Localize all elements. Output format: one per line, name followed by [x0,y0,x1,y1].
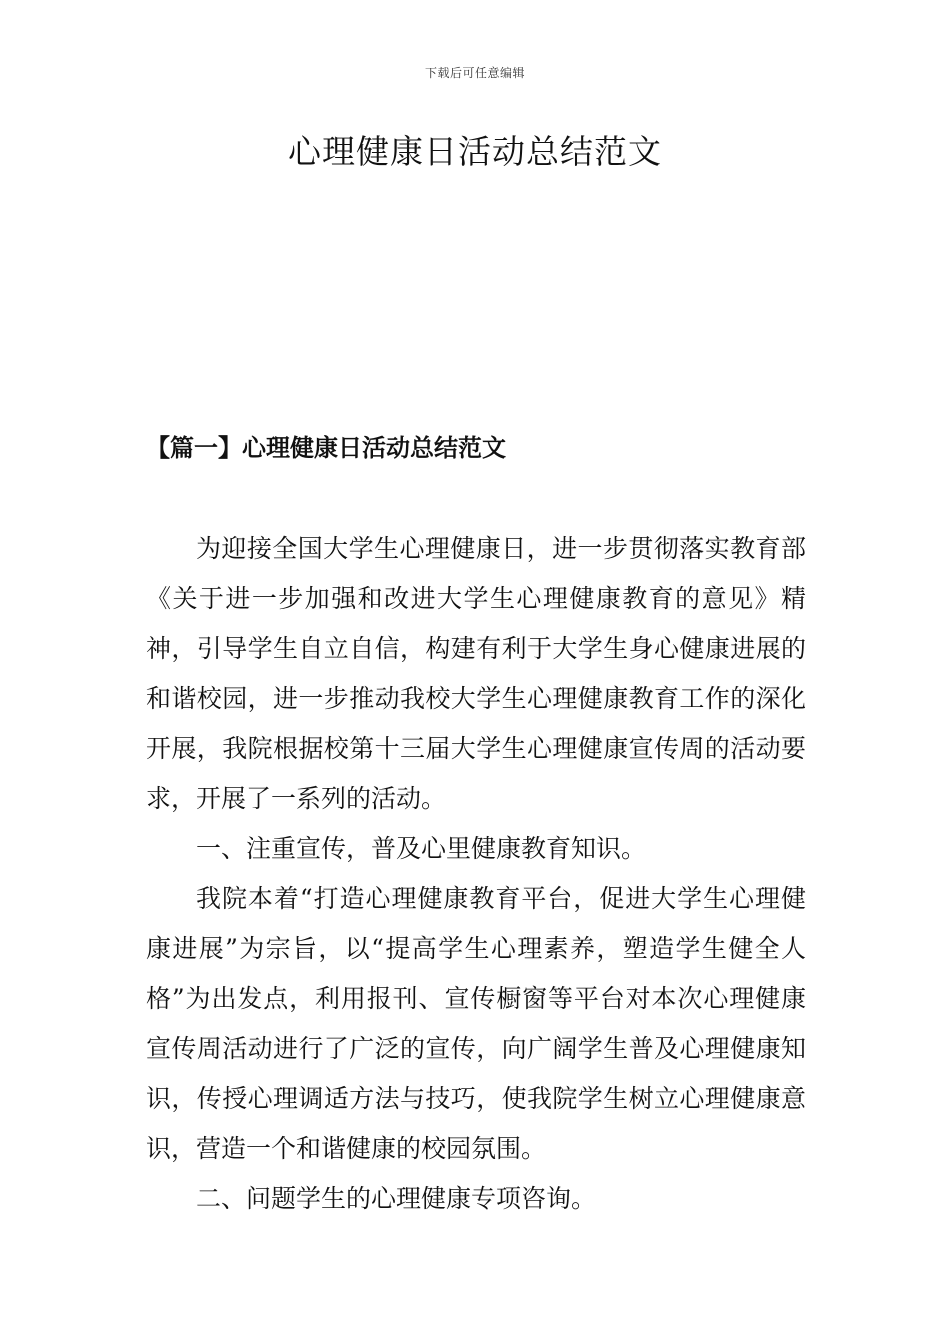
document-body [146,524,806,1224]
paragraph-point-one-heading: 一、注重宣传，普及心里健康教育知识。 [196,834,647,863]
section-heading: 【篇一】心理健康日活动总结范文 [146,433,506,462]
paragraph-intro: 为迎接全国大学生心理健康日，进一步贯彻落实教育部《关于进一步加强和改进大学生心理健康教育的意见》精神，引导学生自立自信，构建有利于大学生身心健康进展的和谐校园，进一步推动我校大学生心理健康教育工作的深化开展，我院根据校第十三届大学生心理健康宣传周的活动要求，开展了一系列的活动。 [146,534,806,813]
header-note: 下载后可任意编辑 [424,66,525,80]
document-title: 心理健康日活动总结范文 [288,132,662,171]
paragraph-point-one-body: 我院本着“打造心理健康教育平台，促进大学生心理健康进展”为宗旨，以“提高学生心理素养，塑造学生健全人格”为出发点，利用报刊、宣传橱窗等平台对本次心理健康宣传周活动进行了广泛的宣传，向广阔学生普及心理健康知识，传授心理调适方法与技巧，使我院学生树立心理健康意识，营造一个和谐健康的校园氛围。 [146,884,806,1163]
paragraph-point-two-heading: 二、问题学生的心理健康专项咨询。 [196,1184,597,1213]
